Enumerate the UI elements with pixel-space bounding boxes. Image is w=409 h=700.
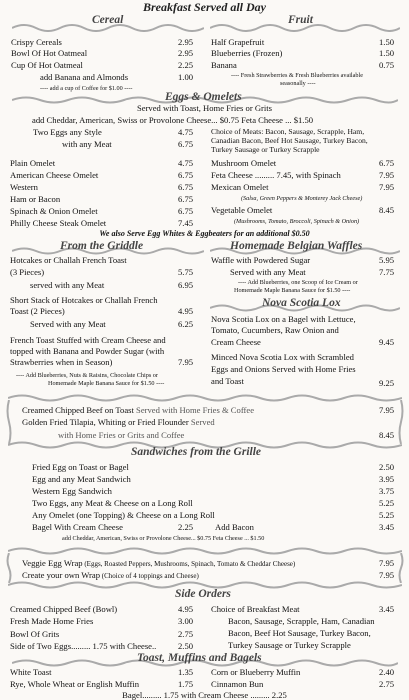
menu-item: and Toast bbox=[211, 376, 244, 386]
item-price: 6.75 bbox=[379, 158, 395, 168]
veggie-wrap-desc: (Eggs, Roasted Peppers, Mushrooms, Spinach, Tomato & Cheddar Cheese) bbox=[82, 560, 296, 568]
item-price: 2.95 bbox=[178, 48, 194, 58]
tilapia-served: Served bbox=[188, 417, 215, 427]
menu-item: Cinnamon Bun bbox=[211, 679, 264, 689]
sandwiches-heading: Sandwiches from the Grille bbox=[131, 446, 262, 458]
item-price: 6.95 bbox=[178, 280, 194, 290]
item-price: 2.75 bbox=[379, 679, 395, 689]
griddle-note: Homemade Maple Banana Sauce for $1.50 ---- bbox=[48, 380, 165, 387]
item-price: 5.95 bbox=[379, 255, 395, 265]
menu-item: Short Stack of Hotcakes or Challah French bbox=[10, 295, 158, 305]
meats-note: Bacon, Beef Hot Sausage, Turkey Bacon, bbox=[228, 628, 371, 638]
item-price: 5.25 bbox=[379, 498, 395, 508]
menu-item: Western Egg Sandwich bbox=[32, 486, 112, 496]
own-wrap-desc: (Choice of 4 toppings and Cheese) bbox=[100, 572, 199, 580]
fruit-heading: Fruit bbox=[288, 14, 313, 26]
waffles-note: ---- Add Blueberries, one Scoop of Ice Cream or bbox=[238, 279, 358, 286]
meats-note: Bacon, Sausage, Scrapple, Ham, Canadian bbox=[228, 616, 375, 626]
item-price: 4.75 bbox=[178, 127, 194, 137]
item-price: 3.75 bbox=[379, 486, 395, 496]
menu-item: with any Meat bbox=[62, 139, 112, 149]
cereal-heading: Cereal bbox=[92, 14, 124, 26]
menu-item: Served with any Meat bbox=[30, 319, 106, 329]
menu-item: Nova Scotia Lox on a Bagel with Lettuce, bbox=[211, 314, 356, 324]
item-price: 6.75 bbox=[178, 139, 194, 149]
menu-item: served with any Meat bbox=[30, 280, 105, 290]
mexican-note: (Salsa, Green Peppers & Monterey Jack Cheese) bbox=[241, 195, 363, 202]
box-edge bbox=[6, 400, 12, 444]
fruit-note: seasonally ---- bbox=[280, 80, 316, 87]
menu-item bbox=[22, 558, 295, 569]
menu-item: Choice of Breakfast Meat bbox=[211, 604, 300, 614]
cereal-note: ---- add a cup of Coffee for $1.00 ---- bbox=[40, 85, 133, 92]
item-price: 3.00 bbox=[178, 616, 194, 626]
item-price: 2.50 bbox=[379, 462, 395, 472]
menu-item: Half Grapefruit bbox=[211, 37, 265, 47]
menu-item: Corn or Blueberry Muffin bbox=[211, 667, 301, 677]
item-price: 7.45 bbox=[178, 218, 194, 228]
box-divider bbox=[8, 393, 402, 403]
item-price: 9.25 bbox=[379, 378, 395, 388]
box-edge bbox=[398, 400, 404, 444]
menu-item: Side of Two Eggs......... 1.75 with Cheese.. bbox=[10, 641, 157, 651]
item-price: 7.95 bbox=[379, 558, 395, 568]
menu-item: American Cheese Omelet bbox=[10, 170, 99, 180]
menu-item: Eggs and Onions Served with Home Fries bbox=[211, 364, 356, 374]
menu-item: White Toast bbox=[10, 667, 52, 677]
item-price: 6.75 bbox=[178, 170, 194, 180]
item-price: 6.75 bbox=[178, 194, 194, 204]
veg-note: (Mushrooms, Tomato, Broccoli, Spinach & Onion) bbox=[234, 218, 360, 225]
menu-item: Vegetable Omelet bbox=[211, 205, 273, 215]
menu-item: Fresh Made Home Fries bbox=[10, 616, 94, 626]
item-price: 0.75 bbox=[379, 60, 395, 70]
item-price: 3.45 bbox=[379, 522, 395, 532]
fruit-note: ---- Fresh Strawberries & Fresh Blueberries available bbox=[231, 72, 363, 79]
veggie-wrap-label: Veggie Egg Wrap bbox=[22, 558, 83, 568]
menu-item: Crispy Cereals bbox=[11, 37, 62, 47]
item-price: 2.25 bbox=[178, 522, 194, 532]
menu-item: Toast (2 Pieces) bbox=[10, 306, 65, 316]
item-price: 6.75 bbox=[178, 182, 194, 192]
item-price: 2.50 bbox=[178, 641, 194, 651]
menu-item: with Home Fries or Grits and Coffee bbox=[58, 430, 185, 440]
menu-item: French Toast Stuffed with Cream Cheese and bbox=[10, 335, 166, 345]
item-price: 4.95 bbox=[178, 604, 194, 614]
menu-item: Spinach & Onion Omelet bbox=[10, 206, 98, 216]
item-price: 7.95 bbox=[379, 170, 395, 180]
box-edge bbox=[398, 553, 404, 583]
menu-item: (3 Pieces) bbox=[10, 267, 45, 277]
item-price: 4.95 bbox=[178, 306, 194, 316]
lox-heading: Nova Scotia Lox bbox=[262, 297, 341, 309]
menu-item: Plain Omelet bbox=[10, 158, 56, 168]
meats-note: Canadian Bacon, Beef Hot Sausage, Turkey Bacon, bbox=[211, 136, 368, 145]
item-price: 3.45 bbox=[379, 604, 395, 614]
item-price: 2.25 bbox=[178, 60, 194, 70]
menu-item: Fried Egg on Toast or Bagel bbox=[32, 462, 129, 472]
chipped-beef-label: Creamed Chipped Beef on Toast bbox=[22, 405, 134, 415]
item-price: 1.00 bbox=[178, 72, 194, 82]
item-price: 1.75 bbox=[178, 679, 194, 689]
item-price: 3.95 bbox=[379, 474, 395, 484]
waffles-note: Homemade Maple Banana Sauce for $1.50 ---- bbox=[234, 287, 351, 294]
menu-item: Tomato, Cucumbers, Raw Onion and bbox=[211, 325, 339, 335]
menu-item: Two Eggs any Style bbox=[33, 127, 102, 137]
item-price: 7.95 bbox=[379, 405, 395, 415]
menu-item: Banana bbox=[211, 60, 237, 70]
item-price: 7.95 bbox=[379, 570, 395, 580]
menu-item: add Banana and Almonds bbox=[40, 72, 129, 82]
item-price: 7.95 bbox=[379, 182, 395, 192]
sides-heading: Side Orders bbox=[175, 588, 231, 600]
menu-item: Philly Cheese Steak Omelet bbox=[10, 218, 107, 228]
menu-item: Ham or Bacon bbox=[10, 194, 61, 204]
menu-item: Mushroom Omelet bbox=[211, 158, 277, 168]
menu-item: Minced Nova Scotia Lox with Scrambled bbox=[211, 352, 354, 362]
item-price: 2.95 bbox=[178, 37, 194, 47]
menu-item: Bowl Of Hot Oatmeal bbox=[11, 48, 88, 58]
item-price: 7.95 bbox=[178, 357, 194, 367]
item-price: 6.75 bbox=[178, 206, 194, 216]
menu-item: Western bbox=[10, 182, 38, 192]
item-price: 2.40 bbox=[379, 667, 395, 677]
menu-item: Strawberries when in Season) bbox=[10, 357, 113, 367]
menu-item: Mexican Omelet bbox=[211, 182, 269, 192]
menu-item: topped with Banana and Powder Sugar (with bbox=[10, 346, 165, 356]
meats-note: Choice of Meats: Bacon, Sausage, Scrapple, Ham, bbox=[211, 127, 365, 136]
egg-whites-note: We also Serve Egg Whites & Eggbeaters for an additional $0.50 bbox=[99, 229, 310, 238]
griddle-note: ---- Add Blueberries, Nuts & Raisins, Chocolate Chips or bbox=[16, 372, 158, 379]
menu-item: Served with any Meat bbox=[230, 267, 306, 277]
menu-item: Feta Cheese ......... 7.45, with Spinach bbox=[211, 170, 341, 180]
chipped-beef-served: Served with Home Fries & Coffee bbox=[133, 405, 255, 415]
menu-item: Waffle with Powdered Sugar bbox=[211, 255, 311, 265]
menu-item: Cream Cheese bbox=[211, 337, 261, 347]
griddle-heading: From the Griddle bbox=[60, 240, 144, 252]
menu-item: Cup Of Hot Oatmeal bbox=[11, 60, 83, 70]
item-price: 1.50 bbox=[379, 48, 395, 58]
menu-item: Add Bacon bbox=[215, 522, 254, 532]
cheese-note: add Cheddar, American, Swiss or Provolone Cheese... $0.75 Feta Cheese ... $1.50 bbox=[62, 535, 265, 542]
menu-item: Two Eggs, any Meat & Cheese on a Long Roll bbox=[32, 498, 193, 508]
box-edge bbox=[6, 553, 12, 583]
bagel-line: Bagel......... 1.75 with Cream Cheese ......... 2.25 bbox=[122, 690, 287, 700]
cheese-note: add Cheddar, American, Swiss or Provolone Cheese... $0.75 Feta Cheese ... $1.50 bbox=[32, 115, 314, 125]
menu-item bbox=[22, 405, 254, 415]
menu-item: Bowl Of Grits bbox=[10, 629, 60, 639]
menu-item: Creamed Chipped Beef (Bowl) bbox=[10, 604, 118, 614]
item-price: 1.50 bbox=[379, 37, 395, 47]
box-divider bbox=[8, 546, 402, 556]
menu-item: Bagel With Cream Cheese bbox=[32, 522, 123, 532]
menu-item bbox=[22, 417, 215, 427]
eggs-subheading: Served with Toast, Home Fries or Grits bbox=[136, 103, 273, 113]
page-title: Breakfast Served all Day bbox=[143, 0, 266, 14]
item-price: 7.75 bbox=[379, 267, 395, 277]
own-wrap-label: Create your own Wrap bbox=[22, 570, 101, 580]
item-price: 5.75 bbox=[178, 267, 194, 277]
item-price: 8.45 bbox=[379, 205, 395, 215]
item-price: 2.75 bbox=[178, 629, 194, 639]
eggs-heading: Eggs & Omelets bbox=[165, 91, 242, 103]
menu-item: Hotcakes or Challah French Toast bbox=[10, 255, 127, 265]
meats-note: Turkey Sausage or Turkey Scrapple bbox=[211, 145, 320, 154]
waffles-heading: Homemade Belgian Waffles bbox=[230, 240, 363, 252]
meats-note: Turkey Sausage or Turkey Scrapple bbox=[228, 640, 351, 650]
menu-item: Blueberries (Frozen) bbox=[211, 48, 283, 58]
item-price: 9.45 bbox=[379, 337, 395, 347]
item-price: 8.45 bbox=[379, 430, 395, 440]
tilapia-label: Golden Fried Tilapia, Whiting or Fried Flounder bbox=[22, 417, 189, 427]
toast-heading: Toast, Muffins and Bagels bbox=[137, 652, 262, 664]
item-price: 6.25 bbox=[178, 319, 194, 329]
menu-item: Any Omelet (one Topping) & Cheese on a Long Roll bbox=[32, 510, 215, 520]
menu-item: Egg and any Meat Sandwich bbox=[32, 474, 131, 484]
item-price: 5.25 bbox=[379, 510, 395, 520]
item-price: 4.75 bbox=[178, 158, 194, 168]
item-price: 1.35 bbox=[178, 667, 194, 677]
menu-item: Rye, Whole Wheat or English Muffin bbox=[10, 679, 140, 689]
